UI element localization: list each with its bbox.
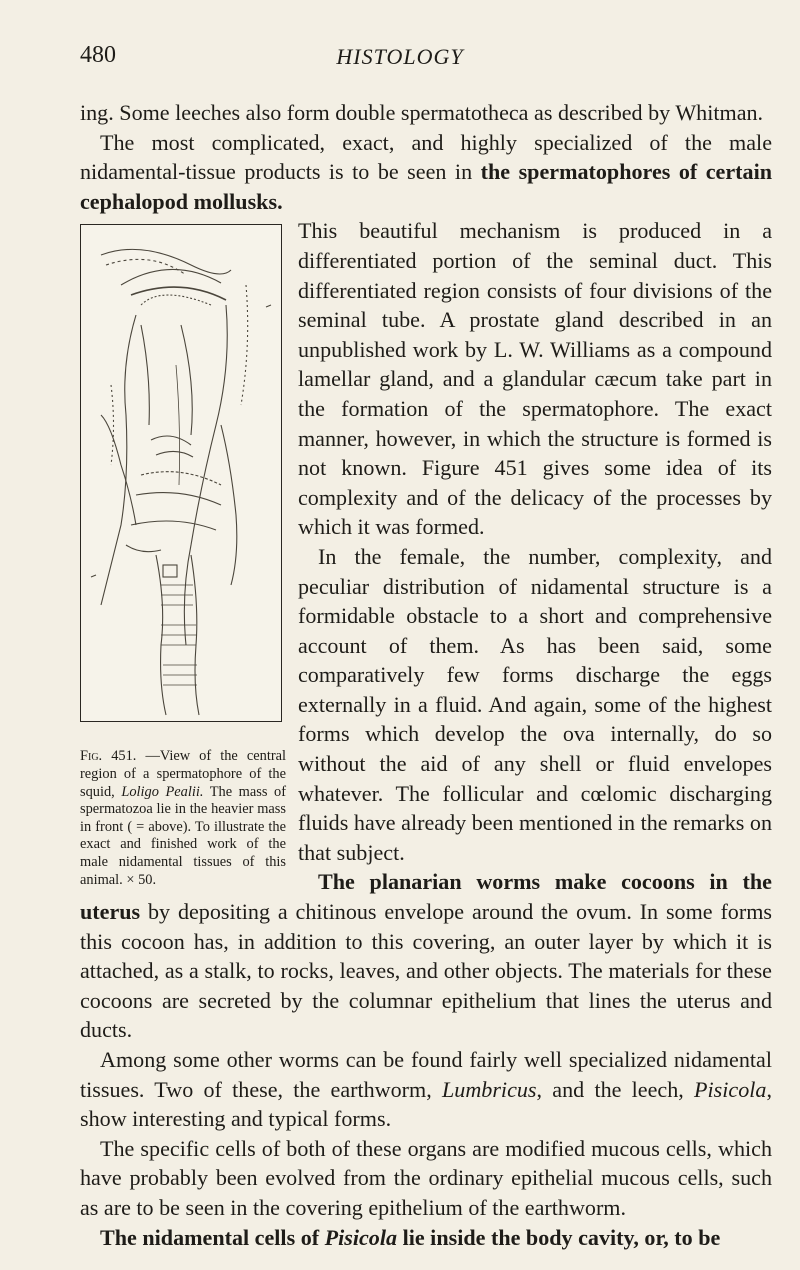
page-number: 480 bbox=[80, 42, 116, 68]
pisicola-term-2: Pisicola bbox=[324, 1224, 398, 1250]
figure-image bbox=[80, 224, 282, 722]
paragraph-6: The specific cells of both of these organs are modified mucous cells, which have probably been evolved from the ordinary epithelial mucous cells, such as are to be seen in the covering epithelium of the earthworm. bbox=[80, 1135, 772, 1220]
paragraph-5-text-b: , and the leech, bbox=[536, 1076, 695, 1102]
paragraph-7-bold-b: lie inside the body cavity, or, to be bbox=[397, 1224, 721, 1250]
paragraph-5 bbox=[80, 1045, 772, 1134]
paragraph-2-text-a: The most complicated, exact, and highly specialized of the male nidamental-tissue products is to be seen in bbox=[80, 129, 772, 185]
paragraph-7-bold-a: The nidamental cells of bbox=[100, 1224, 325, 1250]
caption-text-a: —View of the central region of a spermatophore of the squid, bbox=[80, 748, 286, 800]
body-text bbox=[80, 98, 772, 1252]
paragraph-2 bbox=[80, 128, 772, 217]
running-head: HISTOLOGY bbox=[336, 44, 464, 69]
pisicola-term: Pisicola bbox=[694, 1076, 767, 1102]
paragraph-3: In the female, the number, complexity, and peculiar distribution of nidamental structure is a formidable obstacle to a short and comprehensive account of them. As has been said, some comparatively few forms discharge the eggs externally in a fluid. And again, some of the highest forms which develop the ova internally, do so without the aid of any shell or fluid envelopes whatever. The follicular and cœlomic discharging fluids have already been mentioned in the remarks on that subject. bbox=[298, 543, 772, 865]
paragraph-5-text-a: Among some other worms can be found fairly well specialized nidamental tissues. Two of these, the earthworm, bbox=[80, 1047, 772, 1102]
paragraph-4 bbox=[80, 867, 772, 1045]
paragraph-7 bbox=[80, 1223, 772, 1253]
caption-label: Fig. 451. bbox=[80, 748, 137, 765]
caption-species: Loligo Pealii. bbox=[121, 783, 204, 800]
figure-caption bbox=[80, 748, 286, 889]
paragraph-2-continued: This beautiful mechanism is produced in a differentiated portion of the seminal duct. This differentiated region consists of four divisions of the seminal tube. A prostate gland described in an unpublished work by L. W. Williams as a compound lamellar gland, and a glandular cæcum take part in the formation of the spermatophore. The exact manner, however, in which the structure is formed is not known. Figure 451 gives some idea of its complexity and of the delicacy of the processes by which it was formed. bbox=[298, 218, 772, 540]
paragraph-1: ing. Some leeches also form double spermatotheca as described by Whitman. bbox=[80, 100, 764, 125]
lumbricus-term: Lumbricus bbox=[442, 1076, 537, 1102]
paragraph-4-text: by depositing a chitinous envelope around the ovum. In some forms this cocoon has, in addition to this covering, an outer layer by which it is attached, as a stalk, to rocks, leaves, and other objects. The materials for these cocoons are secreted by the columnar epithelium that lines the uterus and ducts. bbox=[80, 899, 772, 1043]
paragraph-5-text-c: , show interesting and typical forms. bbox=[80, 1076, 772, 1132]
paragraph-4-bold: The planarian worms make cocoons in the uterus bbox=[80, 869, 772, 925]
paragraph-2-bold: the spermatophores of certain cephalopod mollusks. bbox=[80, 159, 773, 214]
caption-text-b: The mass of spermatozoa lie in the heavier mass in front ( = above). To illustrate the exact and finished work of the male nidamental tissues of this animal. × 50. bbox=[80, 783, 286, 888]
spermatophore-illustration bbox=[81, 225, 281, 721]
figure-451 bbox=[80, 218, 290, 889]
